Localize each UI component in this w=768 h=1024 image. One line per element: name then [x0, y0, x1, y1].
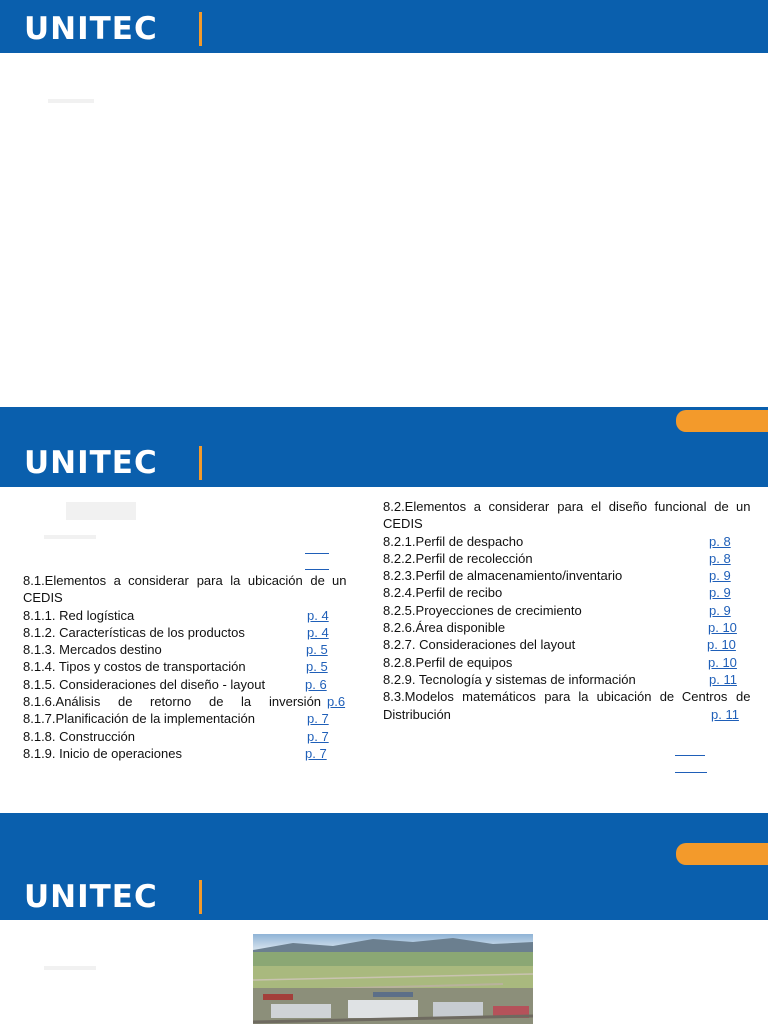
page-link[interactable]: p. 6: [305, 676, 327, 692]
aerial-photo-illustration: [253, 934, 533, 1024]
justified-word: de: [659, 689, 675, 705]
page-link[interactable]: p. 10: [708, 620, 737, 636]
justified-word: ubicación: [596, 689, 652, 705]
stray-link-underline: [305, 569, 329, 570]
toc-item[interactable]: 8.2.9. Tecnología y sistemas de información p. 11: [383, 671, 737, 687]
toc-item[interactable]: 8.2.6.Área disponible p. 10: [383, 620, 737, 636]
toc-section-heading-cont: CEDIS: [23, 590, 63, 606]
page-link[interactable]: p. 7: [307, 728, 329, 744]
page-link[interactable]: p. 11: [709, 671, 737, 687]
logo-separator: [199, 446, 202, 480]
toc-item[interactable]: 8.2.8.Perfil de equipos p. 10: [383, 654, 737, 670]
page-link[interactable]: p. 5: [306, 659, 328, 675]
page-link[interactable]: p. 10: [707, 637, 736, 653]
toc-section-heading: [23, 572, 346, 589]
stray-link-underline: [305, 553, 329, 554]
justified-word: funcional: [654, 499, 707, 514]
justified-word: Centros: [681, 689, 728, 705]
toc-item[interactable]: 8.1.5. Consideraciones del diseño - layout p. 6: [23, 676, 327, 692]
page-link[interactable]: p. 8: [709, 533, 731, 549]
faint-text-mark: [44, 535, 96, 539]
justified-word: un: [332, 573, 347, 588]
toc-item[interactable]: 8.1.4. Tipos y costos de transportación p. 5: [23, 659, 328, 675]
top-strip-accent-tab: [676, 843, 768, 865]
toc-section-heading-cont: CEDIS: [383, 516, 423, 532]
justified-word: la: [241, 694, 252, 710]
justified-word: inversión: [269, 694, 322, 710]
justified-word: la: [230, 573, 241, 588]
toc-item[interactable]: 8.2.1.Perfil de despacho p. 8: [383, 533, 731, 549]
faint-text-mark: [44, 966, 96, 970]
toc-item[interactable]: 8.1.1. Red logística p. 4: [23, 607, 329, 623]
justified-word: para: [557, 499, 584, 514]
justified-word: el: [591, 499, 602, 514]
justified-word: de: [118, 694, 133, 710]
justified-word: de: [714, 499, 729, 514]
faint-text-mark: [48, 99, 94, 103]
faint-title-block: [66, 502, 136, 520]
page-link[interactable]: p.6: [327, 694, 346, 710]
toc-item[interactable]: 8.1.3. Mercados destino p. 5: [23, 642, 328, 658]
logo-separator: [199, 12, 202, 46]
toc-item[interactable]: Distribución p. 11: [383, 706, 739, 722]
slide-3: [0, 840, 768, 1024]
justified-word: 8.1.6.Análisis: [23, 694, 101, 710]
justified-word: la: [578, 689, 589, 705]
justified-word: considerar: [128, 573, 189, 588]
justified-word: considerar: [488, 499, 550, 514]
unitec-logo: UNITEC: [24, 11, 158, 47]
page-link[interactable]: p. 8: [709, 550, 731, 566]
justified-word: a: [473, 499, 481, 514]
toc-item[interactable]: 8.2.4.Perfil de recibo p. 9: [383, 585, 731, 601]
toc-item[interactable]: 8.2.7. Consideraciones del layout p. 10: [383, 637, 736, 653]
toc-item[interactable]: 8.1.9. Inicio de operaciones p. 7: [23, 745, 327, 761]
justified-word: 8.1.Elementos: [23, 573, 107, 588]
stray-link-underline: [675, 755, 705, 756]
logo-separator: [199, 880, 202, 914]
page-link[interactable]: p. 9: [709, 602, 731, 618]
toc-item[interactable]: [23, 693, 346, 710]
justified-word: 8.3.Modelos: [383, 689, 454, 705]
page-link[interactable]: p. 9: [709, 568, 731, 584]
justified-word: para: [544, 689, 571, 705]
aerial-photo-distribution-center: [253, 934, 533, 1024]
justified-word: para: [196, 573, 223, 588]
unitec-logo: UNITEC: [24, 445, 158, 481]
page-link[interactable]: p. 11: [711, 706, 739, 722]
toc-item[interactable]: 8.2.5.Proyecciones de crecimiento p. 9: [383, 602, 731, 618]
justified-word: matemáticos: [462, 689, 536, 705]
toc-item[interactable]: 8.1.2. Características de los productos p. 4: [23, 624, 329, 640]
justified-word: a: [113, 573, 121, 588]
justified-word: ubicación: [247, 573, 303, 588]
page-link[interactable]: p. 9: [709, 585, 731, 601]
toc-item[interactable]: 8.2.2.Perfil de recolección p. 8: [383, 550, 731, 566]
page-link[interactable]: p. 7: [305, 745, 327, 761]
slide-1: [0, 0, 768, 434]
toc-item[interactable]: 8.2.3.Perfil de almacenamiento/inventario p. 9: [383, 568, 731, 584]
justified-word: retorno: [150, 694, 192, 710]
toc-section-heading: [383, 688, 750, 705]
justified-word: de: [310, 573, 325, 588]
justified-word: de: [209, 694, 224, 710]
toc-left: [23, 572, 346, 762]
footer-bar: [0, 813, 768, 840]
toc-right: [383, 498, 750, 723]
stray-link-underline: [675, 772, 707, 773]
page-link[interactable]: p. 5: [306, 642, 328, 658]
page-link[interactable]: p. 4: [307, 624, 329, 640]
footer-accent-tab: [676, 410, 768, 432]
toc-section-heading: [383, 498, 750, 515]
justified-word: de: [736, 689, 751, 705]
justified-word: 8.2.Elementos: [383, 499, 467, 514]
slide-2: [0, 434, 768, 840]
unitec-logo: UNITEC: [24, 879, 158, 915]
page-link[interactable]: p. 10: [708, 654, 737, 670]
toc-item[interactable]: 8.1.8. Construcción p. 7: [23, 728, 329, 744]
toc-item[interactable]: 8.1.7.Planificación de la implementación p. 7: [23, 711, 329, 727]
footer-bar: [0, 407, 768, 434]
justified-word: diseño: [608, 499, 648, 514]
page-link[interactable]: p. 7: [307, 711, 329, 727]
justified-word: un: [736, 499, 751, 514]
page-link[interactable]: p. 4: [307, 607, 329, 623]
